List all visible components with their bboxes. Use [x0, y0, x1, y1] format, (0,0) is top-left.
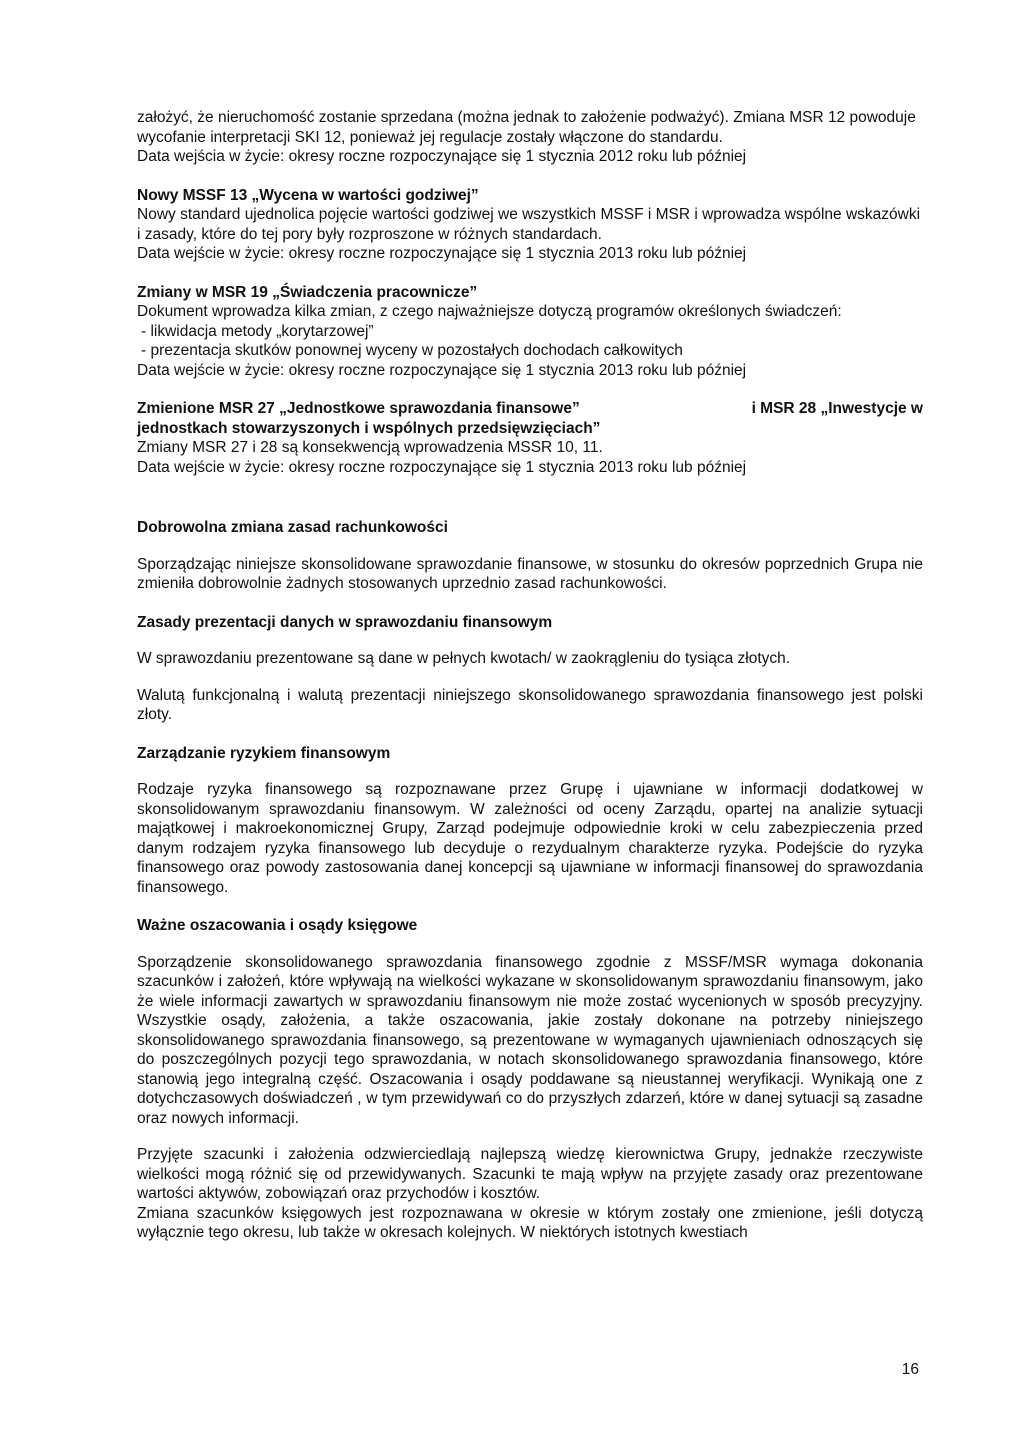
effective-date: Data wejście w życie: okresy roczne rozpoczynające się 1 stycznia 2013 roku lub później — [137, 458, 747, 476]
section-body: Zmiana szacunków księgowych jest rozpoznawana w okresie w którym zostały one zmienione, jeśli dotyczą wyłącznie tego okresu, lub także w okresach kolejnych. W niektórych istotnych kwestiach — [137, 1204, 923, 1241]
effective-date: Data wejście w życie: okresy roczne rozpoczynające się 1 stycznia 2013 roku lub później — [137, 245, 747, 262]
section-body: Rodzaje ryzyka finansowego są rozpoznawane przez Grupę i ujawniane w informacji dodatkowej w skonsolidowanym sprawozdaniu finansowym. W zależności od oceny Zarządu, opartej na analizie sytuacji majątkowej i makroekonomicznej Grupy, Zarząd podejmuje odpowiednie kroki w celu zabezpieczenia przed danym rodzajem ryzyka finansowego lub decyduje o rezydualnym charakterze ryzyka. Podejście do ryzyka finansowego oraz powody zastosowania danej koncepcji są ujawniane w informacji finansowej do sprawozdania finansowego. — [137, 781, 923, 896]
estimates-section — [137, 916, 923, 1243]
section-body: Zmiany MSR 27 i 28 są konsekwencją wprowadzenia MSSR 10, 11. — [137, 439, 603, 456]
section-body: Nowy standard ujednolica pojęcie wartości godziwej we wszystkich MSSF i MSR i wprowadza wspólne wskazówki i zasady, które do tej pory były rozproszone w różnych standardach. — [137, 206, 921, 243]
section-heading: Zarządzanie ryzykiem finansowym — [137, 744, 391, 762]
voluntary-change-section — [137, 518, 923, 594]
list-item: - likwidacja metody „korytarzowej” — [141, 322, 374, 340]
section-heading: Dobrowolna zmiana zasad rachunkowości — [137, 519, 448, 536]
intro-paragraph: założyć, że nieruchomość zostanie sprzedana (można jednak to założenie podważyć). Zmiana MSR 12 powoduje wycofanie interpretacji SKI 12, ponieważ jej regulacje zostały włączone do standardu. — [137, 109, 916, 146]
heading-right: i MSR 28 „Inwestycje w — [751, 400, 923, 417]
section-body: Sporządzając niniejsze skonsolidowane sprawozdanie finansowe, w stosunku do okresów poprzednich Grupa nie zmieniła dobrowolnie żadnych stosowanych uprzednio zasad rachunkowości. — [137, 555, 923, 592]
section-heading: Zasady prezentacji danych w sprawozdaniu finansowym — [137, 613, 553, 631]
heading-left: Zmienione MSR 27 „Jednostkowe sprawozdania finansowe” — [137, 400, 580, 417]
section-heading: Ważne oszacowania i osądy księgowe — [137, 917, 418, 934]
mssf13-section — [137, 186, 923, 264]
section-body: Walutą funkcjonalną i walutą prezentacji niniejszego skonsolidowanego sprawozdania finansowego jest polski złoty. — [137, 686, 923, 723]
section-body: Sporządzenie skonsolidowanego sprawozdania finansowego zgodnie z MSSF/MSR wymaga dokonania szacunków i założeń, które wpływają na wielkości wykazane w skonsolidowanym sprawozdaniu finansowym, jako że wiele informacji zawartych w sprawozdaniu finansowym nie może zostać wycenionych w sposób precyzyjny. Wszystkie osądy, założenia, a także oszacowania, jakie zostały dokonane na potrzeby niniejszego skonsolidowanego sprawozdania finansowego, są prezentowane w wymaganych ujawnieniach odnoszących się do poszczególnych pozycji tego sprawozdania, w notach skonsolidowanego sprawozdania finansowego, które stanowią jego integralną część. Oszacowania i osądy poddawane są nieustannej weryfikacji. Wynikają one z dotychczasowych doświadczeń , w tym przewidywań co do przyszłych zdarzeń, które w danej sytuacji są zasadne oraz nowych informacji. — [137, 953, 923, 1127]
section-body: Dokument wprowadza kilka zmian, z czego najważniejsze dotyczą programów określonych świadczeń: — [137, 303, 842, 320]
section-body: W sprawozdaniu prezentowane są dane w pełnych kwotach/ w zaokrągleniu do tysiąca złotych. — [137, 650, 791, 667]
section-heading — [137, 399, 923, 419]
section-heading-line2: jednostkach stowarzyszonych i wspólnych przedsięwzięciach” — [137, 419, 601, 437]
msr27-section — [137, 399, 923, 477]
presentation-section — [137, 613, 923, 725]
effective-date: Data wejście w życie: okresy roczne rozpoczynające się 1 stycznia 2013 roku lub później — [137, 361, 747, 379]
risk-section — [137, 744, 923, 898]
page-number: 16 — [901, 1361, 919, 1378]
list-item: - prezentacja skutków ponownej wyceny w pozostałych dochodach całkowitych — [141, 342, 683, 359]
effective-date: Data wejścia w życie: okresy roczne rozpoczynające się 1 stycznia 2012 roku lub później — [137, 148, 747, 165]
section-heading: Zmiany w MSR 19 „Świadczenia pracownicze” — [137, 283, 478, 301]
section-body: Przyjęte szacunki i założenia odzwierciedlają najlepszą wiedzę kierownictwa Grupy, jednakże rzeczywiste wielkości mogą różnić się od przewidywanych. Szacunki te mają wpływ na przyjęte zasady oraz prezentowane wartości aktywów, zobowiązań oraz przychodów i kosztów. — [137, 1146, 923, 1202]
document-page — [137, 108, 923, 1243]
section-heading: Nowy MSSF 13 „Wycena w wartości godziwej” — [137, 186, 479, 204]
msr19-section — [137, 283, 923, 381]
intro-section — [137, 108, 923, 167]
